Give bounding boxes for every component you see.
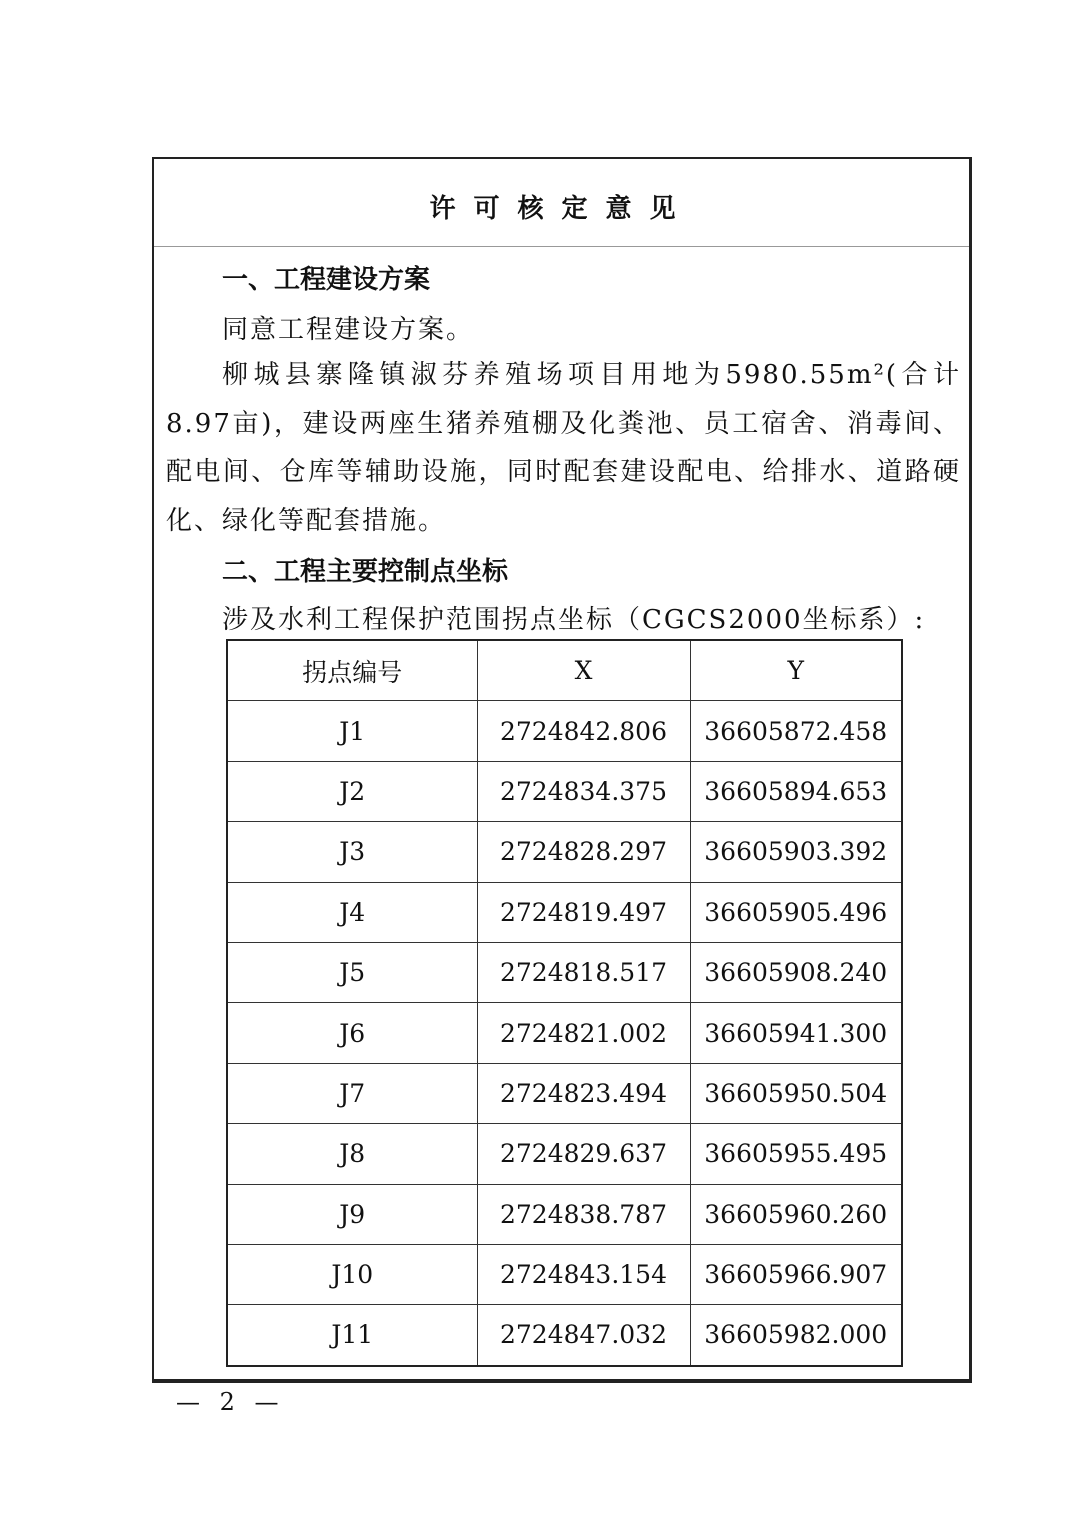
point-id: J8	[227, 1124, 477, 1184]
table-row	[227, 882, 902, 942]
opinion-frame	[152, 157, 972, 1383]
point-id: J6	[227, 1003, 477, 1063]
point-id: J9	[227, 1184, 477, 1244]
x-value: 2724838.787	[477, 1184, 690, 1244]
y-value: 36605872.458	[690, 701, 902, 761]
x-value: 2724821.002	[477, 1003, 690, 1063]
x-value: 2724834.375	[477, 761, 690, 821]
x-value: 2724828.297	[477, 822, 690, 882]
x-value: 2724823.494	[477, 1063, 690, 1123]
table-row	[227, 942, 902, 1002]
document-title: 许可核定意见	[154, 159, 969, 247]
x-value: 2724847.032	[477, 1305, 690, 1366]
point-id: J11	[227, 1305, 477, 1366]
y-value: 36605982.000	[690, 1305, 902, 1366]
page-number: — 2 —	[176, 1388, 285, 1416]
table-header-row	[227, 640, 902, 701]
x-value: 2724829.637	[477, 1124, 690, 1184]
header-point-id: 拐点编号	[227, 640, 477, 701]
section-2-intro: 涉及水利工程保护范围拐点坐标（CGCS2000坐标系）:	[222, 605, 926, 635]
table-row	[227, 1124, 902, 1184]
header-x: X	[477, 640, 690, 701]
point-id: J2	[227, 761, 477, 821]
point-id: J3	[227, 822, 477, 882]
y-value: 36605905.496	[690, 882, 902, 942]
table-row	[227, 1184, 902, 1244]
x-value: 2724842.806	[477, 701, 690, 761]
header-y: Y	[690, 640, 902, 701]
point-id: J4	[227, 882, 477, 942]
point-id: J10	[227, 1244, 477, 1304]
y-value: 36605908.240	[690, 942, 902, 1002]
table-row	[227, 1003, 902, 1063]
table-row	[227, 761, 902, 821]
y-value: 36605894.653	[690, 761, 902, 821]
table-row	[227, 822, 902, 882]
coordinates-table	[226, 639, 903, 1367]
y-value: 36605903.392	[690, 822, 902, 882]
section-1-heading: 一、工程建设方案	[222, 265, 431, 295]
point-id: J7	[227, 1063, 477, 1123]
y-value: 36605955.495	[690, 1124, 902, 1184]
table-row	[227, 1305, 902, 1366]
section-1-line: 同意工程建设方案。	[222, 315, 475, 345]
y-value: 36605950.504	[690, 1063, 902, 1123]
y-value: 36605960.260	[690, 1184, 902, 1244]
point-id: J5	[227, 942, 477, 1002]
x-value: 2724843.154	[477, 1244, 690, 1304]
y-value: 36605966.907	[690, 1244, 902, 1304]
x-value: 2724819.497	[477, 882, 690, 942]
table-row	[227, 701, 902, 761]
section-1-paragraph: 柳城县寨隆镇淑芬养殖场项目用地为5980.55m²(合计8.97亩)，建设两座生猪养殖棚及化粪池、员工宿舍、消毒间、配电间、仓库等辅助设施，同时配套建设配电、给排水、道路硬化、绿化等配套措施。	[166, 360, 961, 536]
table-row	[227, 1244, 902, 1304]
section-2-heading: 二、工程主要控制点坐标	[222, 557, 509, 587]
x-value: 2724818.517	[477, 942, 690, 1002]
point-id: J1	[227, 701, 477, 761]
table-row	[227, 1063, 902, 1123]
y-value: 36605941.300	[690, 1003, 902, 1063]
